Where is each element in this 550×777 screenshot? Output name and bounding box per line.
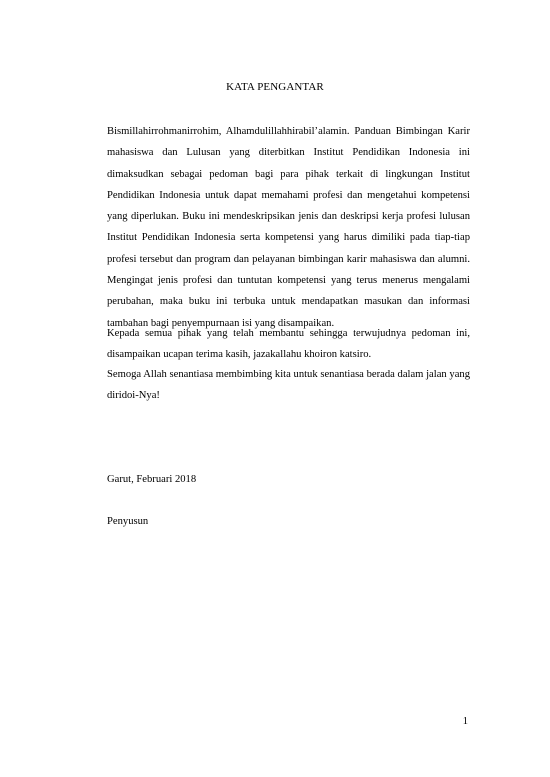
thanks-paragraph: Kepada semua pihak yang telah membantu sehingga terwujudnya pedoman ini, disampaikan ucapan terima kasih, jazakallahu khoiron katsiro. [107,328,470,361]
page-title: KATA PENGANTAR [226,81,324,93]
closing-paragraph: Semoga Allah senantiasa membimbing kita untuk senantiasa berada dalam jalan yang diridoi-Nya! [107,369,470,402]
intro-paragraph: Bismillahirrohmanirrohim, Alhamdulillahhirabil’alamin. Panduan Bimbingan Karir mahasiswa dan Lulusan yang diterbitkan Institut Pendidikan Indonesia ini dimaksudkan sebagai pedoman bagi para pihak terkait di lingkungan Institut Pendidikan Indonesia untuk dapat memahami profesi dan mengetahui kompetensi yang diperlukan. Buku ini mendeskripsikan jenis dan deskripsi kerja profesi lulusan Institut Pendidikan Indonesia serta kompetensi yang harus dimiliki pada tiap-tiap profesi tersebut dan program dan pelayanan bimbingan karir mahasiswa dan alumni. Mengingat jenis profesi dan tuntutan kompetensi yang terus menerus mengalami perubahan, maka buku ini terbuka untuk mendapatkan masukan dan informasi tambahan bagi penyempurnaan isi yang disampaikan. [107,126,470,329]
place-date: Garut, Februari 2018 [107,474,197,485]
page-number: 1 [462,716,468,727]
author-signature: Penyusun [107,516,149,527]
